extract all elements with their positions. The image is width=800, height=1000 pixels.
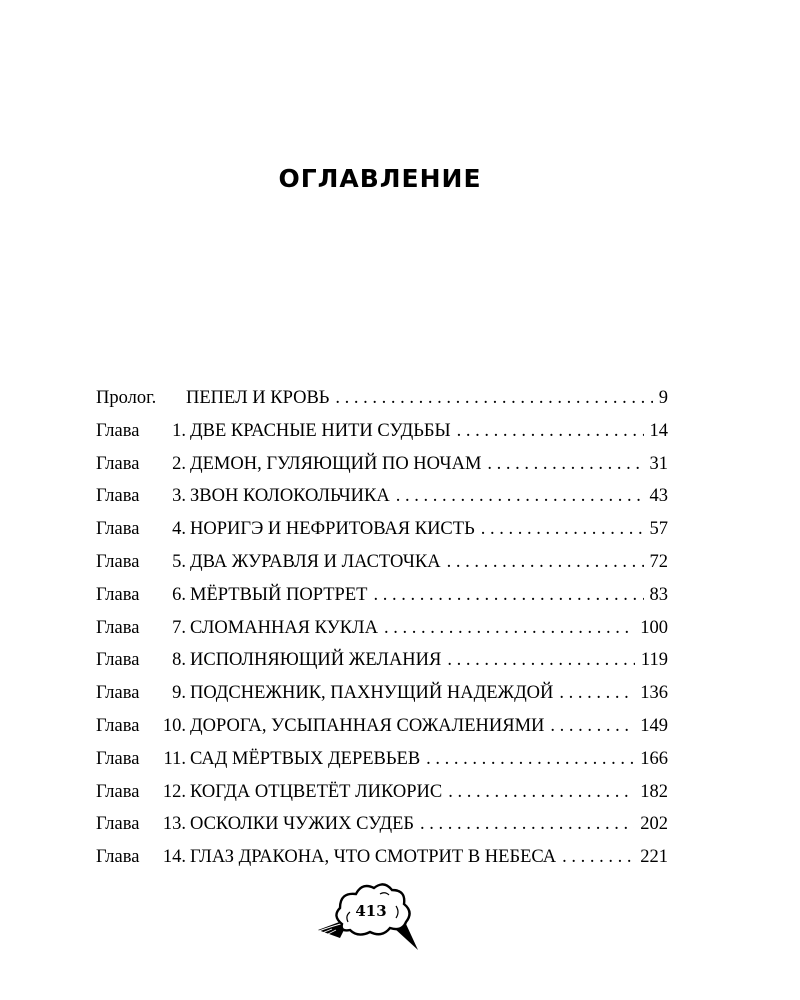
toc-entry-label: Глава [96, 551, 140, 572]
toc-entry [96, 454, 668, 487]
toc-entry-page: 83 [649, 584, 668, 605]
toc-entry-title: КОГДА ОТЦВЕТЁТ ЛИКОРИС [190, 781, 443, 802]
toc-entry-number: 1. [172, 420, 186, 441]
toc-entry-title: ДВА ЖУРАВЛЯ И ЛАСТОЧКА [190, 551, 441, 572]
toc-entry-page: 221 [640, 847, 668, 868]
dot-leader [559, 683, 634, 704]
dot-leader [457, 421, 644, 442]
toc-entry [96, 519, 668, 552]
toc-entry [96, 388, 668, 421]
toc-entry-title: ИСПОЛНЯЮЩИЙ ЖЕЛАНИЯ [190, 650, 442, 671]
toc-entry [96, 486, 668, 519]
toc-entry-label: Пролог. [96, 388, 157, 408]
toc-entry-number: 2. [172, 453, 186, 474]
toc-entry-title: САД МЁРТВЫХ ДЕРЕВЬЕВ [190, 748, 421, 769]
toc-entry-page: 149 [640, 715, 668, 736]
toc-entry-title: ПОДСНЕЖНИК, ПАХНУЩИЙ НАДЕЖДОЙ [190, 683, 554, 704]
toc-entry-title: ГЛАЗ ДРАКОНА, ЧТО СМОТРИТ В НЕБЕСА [190, 847, 557, 868]
toc-entry-page: 182 [640, 781, 668, 802]
dot-leader [447, 552, 644, 573]
toc-entry-page: 119 [640, 650, 668, 671]
toc-entry-title: НОРИГЭ И НЕФРИТОВАЯ КИСТЬ [190, 519, 475, 540]
toc-entry-page: 166 [640, 748, 668, 769]
toc-entry-label: Глава [96, 748, 140, 769]
toc-entry-number: 3. [172, 486, 186, 507]
toc-entry-title: ОСКОЛКИ ЧУЖИХ СУДЕБ [190, 814, 415, 835]
toc-entry-label: Глава [96, 650, 140, 671]
toc-entry [96, 421, 668, 454]
table-of-contents [96, 388, 668, 880]
toc-entry-title: МЁРТВЫЙ ПОРТРЕТ [190, 584, 368, 605]
dot-leader [447, 650, 635, 671]
toc-entry-number: 13. [162, 814, 186, 835]
toc-entry-number: 5. [172, 551, 186, 572]
toc-entry-page: 136 [640, 683, 668, 704]
toc-entry [96, 749, 668, 782]
toc-entry-page: 100 [640, 617, 668, 638]
toc-entry [96, 650, 668, 683]
toc-entry-page: 43 [649, 486, 668, 507]
dot-leader [426, 749, 634, 770]
toc-entry-page: 9 [658, 388, 668, 408]
toc-entry-number: 4. [172, 519, 186, 540]
toc-entry-title: СЛОМАННАЯ КУКЛА [190, 617, 378, 638]
toc-entry-title: ДЕМОН, ГУЛЯЮЩИЙ ПО НОЧАМ [190, 453, 482, 474]
toc-entry [96, 814, 668, 847]
dot-leader [562, 847, 634, 868]
page-title: ОГЛАВЛЕНИЕ [278, 164, 482, 193]
toc-entry-number: 8. [172, 650, 186, 671]
toc-entry-number: 9. [172, 683, 186, 704]
toc-entry-number: 11. [163, 748, 186, 769]
dot-leader [335, 388, 652, 409]
toc-entry [96, 716, 668, 749]
toc-entry [96, 683, 668, 716]
toc-entry-label: Глава [96, 814, 140, 835]
toc-entry-label: Глава [96, 420, 140, 441]
toc-entry-label: Глава [96, 683, 140, 704]
toc-entry-title: ПЕПЕЛ И КРОВЬ [186, 388, 330, 408]
toc-entry-label: Глава [96, 715, 140, 736]
dot-leader [481, 519, 644, 540]
toc-entry-number: 6. [172, 584, 186, 605]
toc-entry-label: Глава [96, 781, 140, 802]
toc-entry [96, 585, 668, 618]
toc-entry-page: 202 [640, 814, 668, 835]
toc-entry [96, 782, 668, 815]
toc-entry [96, 847, 668, 880]
toc-entry-page: 31 [649, 453, 668, 474]
toc-entry-number: 12. [162, 781, 186, 802]
toc-entry-number: 10. [162, 715, 186, 736]
dot-leader [396, 486, 644, 507]
dot-leader [384, 618, 634, 639]
toc-entry-label: Глава [96, 519, 140, 540]
toc-entry-label: Глава [96, 486, 140, 507]
toc-entry-label: Глава [96, 584, 140, 605]
dot-leader [420, 814, 634, 835]
toc-entry-number: 7. [172, 617, 186, 638]
toc-entry-title: ДВЕ КРАСНЫЕ НИТИ СУДЬБЫ [190, 420, 451, 441]
toc-entry-label: Глава [96, 847, 140, 868]
toc-entry-label: Глава [96, 453, 140, 474]
toc-entry-title: ЗВОН КОЛОКОЛЬЧИКА [190, 486, 390, 507]
toc-entry-page: 72 [649, 551, 668, 572]
toc-entry-label: Глава [96, 617, 140, 638]
toc-entry [96, 552, 668, 585]
toc-entry-number: 14. [162, 847, 186, 868]
dot-leader [550, 716, 634, 737]
toc-entry-title: ДОРОГА, УСЫПАННАЯ СОЖАЛЕНИЯМИ [190, 715, 545, 736]
dot-leader [373, 585, 643, 606]
dot-leader [487, 454, 643, 475]
toc-entry [96, 618, 668, 651]
dot-leader [448, 782, 634, 803]
toc-entry-page: 57 [649, 519, 668, 540]
folio [310, 880, 425, 952]
toc-entry-page: 14 [649, 420, 668, 441]
page-number: 413 [355, 902, 387, 920]
